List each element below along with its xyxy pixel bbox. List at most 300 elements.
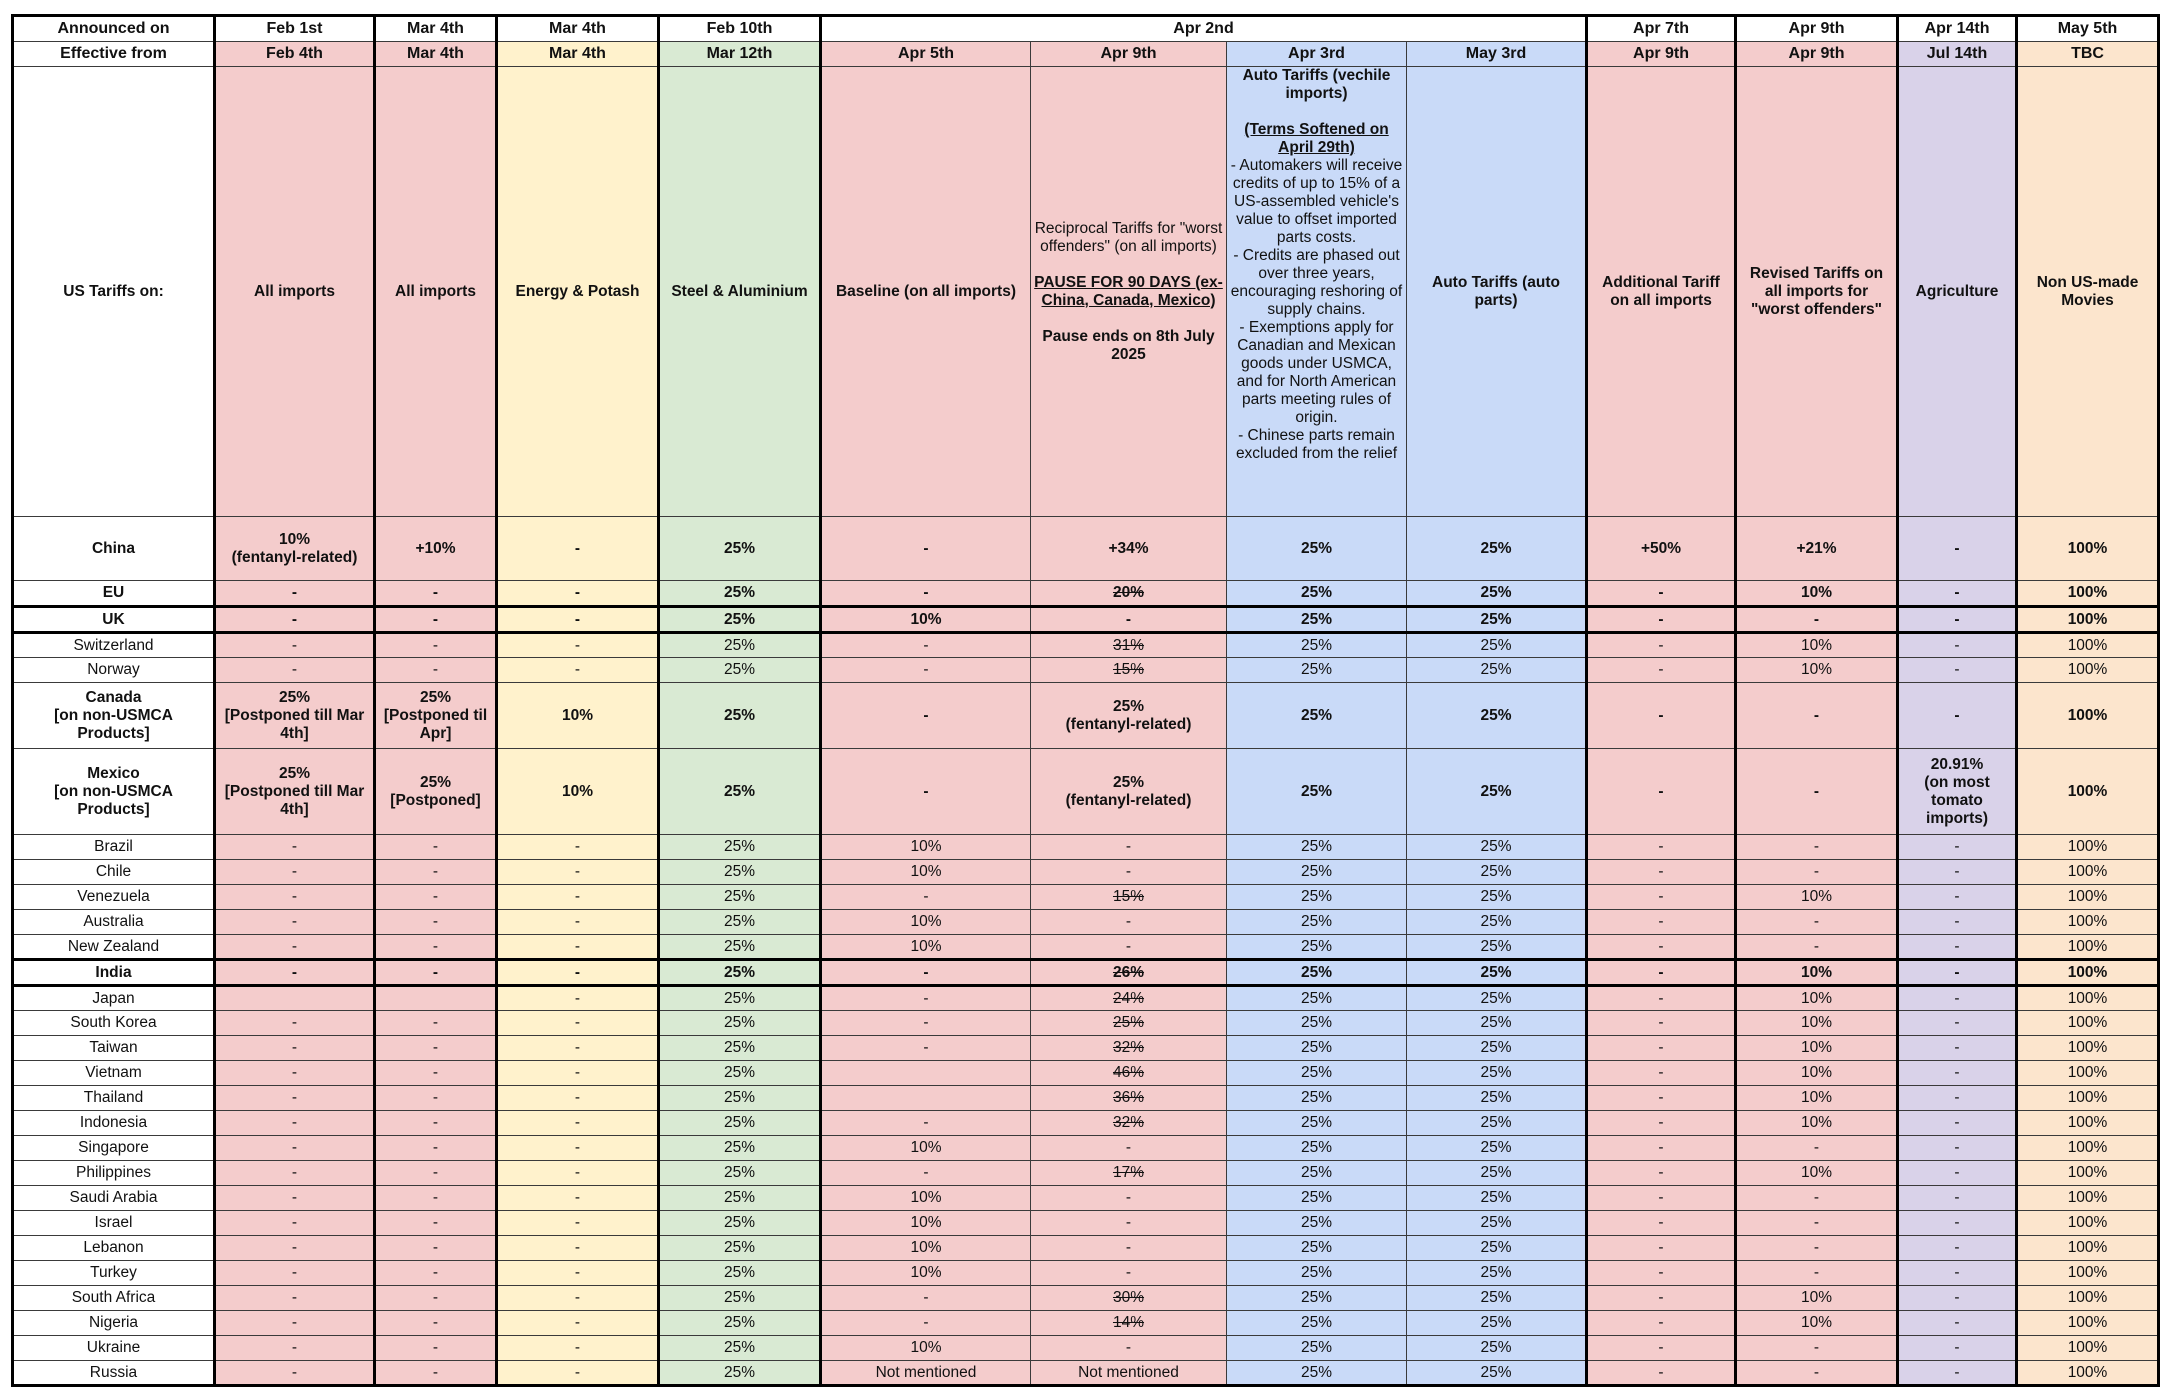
tariff-rate: 100%: [2017, 1161, 2159, 1186]
tariff-rate: 25%: [1227, 658, 1407, 683]
tariff-rate: 10%: [1736, 885, 1898, 910]
tariff-rate: 25%: [1227, 1161, 1407, 1186]
struck-rate: 15%: [1112, 888, 1145, 905]
tariff-rate: 25%: [659, 658, 821, 683]
tariff-rate: -: [375, 860, 497, 885]
tariff-rate: -: [1736, 1361, 1898, 1386]
tariff-rate: -: [497, 658, 659, 683]
tariff-rate: 10%: [497, 683, 659, 749]
tariff-table: [11, 14, 2160, 1387]
tariff-description: Agriculture: [1898, 67, 2017, 517]
tariff-rate: 25%: [1407, 1161, 1587, 1186]
tariff-rate: 25%: [1227, 1111, 1407, 1136]
effective-date: Mar 4th: [375, 42, 497, 67]
tariff-rate: -: [1587, 1286, 1736, 1311]
tariff-description: All imports: [375, 67, 497, 517]
tariff-rate: 25%: [1227, 986, 1407, 1011]
tariff-rate: 25%: [659, 1161, 821, 1186]
tariff-rate: -: [1587, 1011, 1736, 1036]
effective-date: Jul 14th: [1898, 42, 2017, 67]
tariff-rate: 100%: [2017, 1261, 2159, 1286]
reciprocal-intro: Reciprocal Tariffs for "worst offenders" (on all imports): [1034, 219, 1223, 255]
tariff-rate: -: [215, 935, 375, 960]
tariff-rate: -: [821, 1311, 1031, 1336]
tariff-description: [1031, 67, 1227, 517]
tariff-rate: -: [375, 1286, 497, 1311]
tariff-rate: 25%: [1227, 1086, 1407, 1111]
tariff-rate: 25%: [659, 960, 821, 986]
tariff-rate: [1031, 986, 1227, 1011]
tariff-rate: [1031, 1036, 1227, 1061]
tariff-rate: 25%: [1407, 935, 1587, 960]
tariff-rate: 10%: [1736, 960, 1898, 986]
tariff-rate: 25%: [659, 1086, 821, 1111]
announced-date: Mar 4th: [375, 16, 497, 42]
tariff-rate: 25%: [1407, 1211, 1587, 1236]
tariff-rate: -: [821, 1286, 1031, 1311]
tariff-rate: 100%: [2017, 749, 2159, 835]
tariff-rate: 25%: [1407, 1086, 1587, 1111]
tariff-rate: -: [1736, 935, 1898, 960]
tariff-rate: -: [1031, 1236, 1227, 1261]
tariff-rate: [375, 986, 497, 1011]
tariff-rate: 100%: [2017, 960, 2159, 986]
tariff-rate: 25%: [1227, 910, 1407, 935]
country-name: Australia: [13, 910, 215, 935]
tariff-rate: -: [1898, 683, 2017, 749]
tariff-rate: -: [497, 1336, 659, 1361]
tariff-rate: 10%: [821, 1186, 1031, 1211]
tariff-rate: 25%: [1227, 1211, 1407, 1236]
tariff-rate: 25%: [1407, 1361, 1587, 1386]
tariff-rate: -: [497, 1061, 659, 1086]
tariff-rate: 25%: [1227, 885, 1407, 910]
tariff-rate: -: [1898, 860, 2017, 885]
tariff-rate: -: [1587, 1211, 1736, 1236]
tariff-rate: 25%: [1227, 835, 1407, 860]
tariff-rate: 100%: [2017, 517, 2159, 581]
tariff-rate: 25%: [1407, 1036, 1587, 1061]
country-row: [13, 1286, 2159, 1311]
tariff-rate: -: [497, 1211, 659, 1236]
tariff-rate: -: [1898, 1111, 2017, 1136]
tariff-rate: 25%: [1407, 607, 1587, 633]
tariff-rate: 10%: [821, 1236, 1031, 1261]
country-name: Russia: [13, 1361, 215, 1386]
tariff-rate: 25%: [1227, 1336, 1407, 1361]
country-row: [13, 1111, 2159, 1136]
tariff-rate: 25%: [659, 835, 821, 860]
tariff-rate: -: [497, 1286, 659, 1311]
tariff-rate: [1031, 960, 1227, 986]
tariff-rate: 25%: [659, 1186, 821, 1211]
tariff-rate: -: [215, 658, 375, 683]
tariff-rate: 25%: [1407, 835, 1587, 860]
tariff-rate: [1031, 1011, 1227, 1036]
tariff-rate: -: [1587, 1261, 1736, 1286]
tariff-rate: -: [1898, 1036, 2017, 1061]
country-row: [13, 935, 2159, 960]
tariff-rate: 25%: [1227, 1286, 1407, 1311]
tariff-rate: -: [497, 633, 659, 658]
tariff-rate: -: [215, 1361, 375, 1386]
tariff-rate: 25%: [1407, 683, 1587, 749]
tariff-rate: 25%: [1407, 1336, 1587, 1361]
struck-rate: 46%: [1112, 1064, 1145, 1081]
country-row: [13, 607, 2159, 633]
tariff-rate: 25%: [659, 885, 821, 910]
tariff-rate: -: [1736, 1336, 1898, 1361]
tariff-rate: 25%: [1407, 860, 1587, 885]
tariff-rate: 25%: [1227, 1236, 1407, 1261]
auto-terms-softened: (Terms Softened on April 29th): [1244, 121, 1389, 156]
tariff-rate: -: [497, 1036, 659, 1061]
announced-label: Announced on: [13, 16, 215, 42]
tariff-rate: [1031, 1061, 1227, 1086]
tariff-rate: 100%: [2017, 633, 2159, 658]
tariff-rate: -: [215, 1111, 375, 1136]
struck-rate: 14%: [1112, 1314, 1145, 1331]
tariff-rate: -: [1898, 1061, 2017, 1086]
tariff-rate: [1031, 1086, 1227, 1111]
tariff-rate: -: [1587, 749, 1736, 835]
tariff-rate: -: [1898, 607, 2017, 633]
tariff-rate: -: [1031, 1136, 1227, 1161]
tariff-rate: 25%: [659, 1236, 821, 1261]
tariff-rate: -: [1898, 1336, 2017, 1361]
struck-rate: 30%: [1112, 1289, 1145, 1306]
tariff-rate: -: [1898, 1311, 2017, 1336]
tariff-rate: 10%: [1736, 1061, 1898, 1086]
tariff-rate: -: [1587, 1036, 1736, 1061]
tariff-rate: 10%: [821, 1261, 1031, 1286]
tariff-rate: -: [1736, 607, 1898, 633]
country-row: [13, 633, 2159, 658]
tariff-rate: 10% (fentanyl-related): [215, 517, 375, 581]
tariff-rate: 25%: [1227, 960, 1407, 986]
tariff-rate: -: [1898, 633, 2017, 658]
country-row: [13, 683, 2159, 749]
tariff-rate: 10%: [497, 749, 659, 835]
country-name: Venezuela: [13, 885, 215, 910]
tariff-rate: -: [497, 960, 659, 986]
tariff-rate: 25%: [1407, 749, 1587, 835]
country-name: Ukraine: [13, 1336, 215, 1361]
tariff-rate: 25%: [659, 1061, 821, 1086]
tariff-rate: -: [375, 1061, 497, 1086]
tariff-rate: -: [821, 1161, 1031, 1186]
tariff-rate: -: [1898, 1086, 2017, 1111]
country-row: [13, 1361, 2159, 1386]
tariff-rate: 25%: [659, 1311, 821, 1336]
tariff-rate: -: [1898, 885, 2017, 910]
tariff-rate: -: [1587, 1361, 1736, 1386]
tariff-rate: -: [1736, 910, 1898, 935]
tariff-rate: +10%: [375, 517, 497, 581]
tariff-rate: -: [1587, 910, 1736, 935]
tariff-rate: -: [375, 1261, 497, 1286]
tariff-rate: 25%: [1227, 749, 1407, 835]
tariff-rate: -: [1031, 1211, 1227, 1236]
tariff-rate: 25%: [659, 683, 821, 749]
tariff-rate: 10%: [821, 835, 1031, 860]
tariff-rate: -: [497, 1136, 659, 1161]
tariff-rate: 10%: [1736, 1311, 1898, 1336]
country-row: [13, 1011, 2159, 1036]
tariff-rate: 25%: [659, 1036, 821, 1061]
tariff-description: Additional Tariff on all imports: [1587, 67, 1736, 517]
tariff-rate: -: [497, 860, 659, 885]
tariff-rate: -: [1736, 683, 1898, 749]
country-row: [13, 1211, 2159, 1236]
tariff-rate: 10%: [1736, 633, 1898, 658]
tariff-rate: -: [1587, 1161, 1736, 1186]
tariff-rate: 10%: [1736, 1011, 1898, 1036]
tariff-rate: 25%: [659, 1136, 821, 1161]
tariff-rate: 25%: [1407, 1286, 1587, 1311]
tariff-rate: -: [1898, 960, 2017, 986]
tariff-rate: -: [1736, 1136, 1898, 1161]
country-row: [13, 960, 2159, 986]
tariff-rate: 25%: [1407, 960, 1587, 986]
tariff-rate: -: [215, 835, 375, 860]
tariff-rate: 25%: [1227, 1186, 1407, 1211]
country-name: Nigeria: [13, 1311, 215, 1336]
tariff-description: Steel & Aluminium: [659, 67, 821, 517]
tariff-rate: 25%: [1407, 1311, 1587, 1336]
tariff-rate: 25%: [659, 1111, 821, 1136]
tariff-rate: -: [375, 885, 497, 910]
tariff-rate: -: [215, 1086, 375, 1111]
tariff-rate: 25%: [659, 1211, 821, 1236]
tariff-rate: 20.91% (on most tomato imports): [1898, 749, 2017, 835]
effective-label: Effective from: [13, 42, 215, 67]
tariff-rate: -: [1898, 835, 2017, 860]
tariff-rate: 100%: [2017, 1186, 2159, 1211]
tariff-rate: 25%: [1407, 1186, 1587, 1211]
country-row: [13, 581, 2159, 607]
country-name: Singapore: [13, 1136, 215, 1161]
tariff-rate: [1031, 1161, 1227, 1186]
announced-date: Mar 4th: [497, 16, 659, 42]
tariff-rate: 10%: [1736, 658, 1898, 683]
country-name: Saudi Arabia: [13, 1186, 215, 1211]
tariff-rate: 10%: [821, 1336, 1031, 1361]
tariff-rate: 25%: [1407, 910, 1587, 935]
tariff-rate: 100%: [2017, 885, 2159, 910]
effective-date: Apr 9th: [1031, 42, 1227, 67]
tariff-rate: 25%: [659, 1361, 821, 1386]
tariff-rate: -: [375, 1211, 497, 1236]
tariff-rate: [1031, 633, 1227, 658]
tariff-rate: 25%: [659, 1261, 821, 1286]
tariff-rate: -: [1587, 860, 1736, 885]
tariff-rate: -: [375, 1161, 497, 1186]
country-row: [13, 749, 2159, 835]
tariff-rate: -: [821, 633, 1031, 658]
tariff-rate: -: [215, 633, 375, 658]
tariff-rate: -: [375, 1186, 497, 1211]
tariff-rate: -: [1587, 1086, 1736, 1111]
announced-date: May 5th: [2017, 16, 2159, 42]
country-row: [13, 885, 2159, 910]
effective-date: Mar 12th: [659, 42, 821, 67]
tariff-rate: -: [215, 1036, 375, 1061]
effective-date: Apr 3rd: [1227, 42, 1407, 67]
tariff-rate: -: [821, 1036, 1031, 1061]
tariff-rate: -: [215, 1261, 375, 1286]
country-name: Turkey: [13, 1261, 215, 1286]
tariff-rate: 25%: [1407, 1236, 1587, 1261]
tariff-rate: 10%: [821, 1211, 1031, 1236]
tariff-rate: 100%: [2017, 1336, 2159, 1361]
effective-date: Apr 5th: [821, 42, 1031, 67]
tariff-rate: -: [497, 1311, 659, 1336]
tariff-rate: -: [1898, 1161, 2017, 1186]
tariff-rate: -: [375, 633, 497, 658]
country-name: Philippines: [13, 1161, 215, 1186]
tariff-rate: 100%: [2017, 1111, 2159, 1136]
tariff-rate: -: [1031, 607, 1227, 633]
country-row: [13, 1311, 2159, 1336]
tariff-rate: -: [497, 1236, 659, 1261]
tariff-rate: -: [375, 1111, 497, 1136]
country-name: Japan: [13, 986, 215, 1011]
tariff-rate: -: [1736, 749, 1898, 835]
effective-date: Feb 4th: [215, 42, 375, 67]
announced-date: Apr 7th: [1587, 16, 1736, 42]
struck-rate: 32%: [1112, 1114, 1145, 1131]
tariff-rate: [1031, 1311, 1227, 1336]
tariff-rate: -: [1898, 658, 2017, 683]
country-name: Canada [on non-USMCA Products]: [13, 683, 215, 749]
tariff-rate: -: [497, 935, 659, 960]
tariff-rate: -: [375, 581, 497, 607]
tariff-rate: -: [1736, 860, 1898, 885]
tariff-rate: 25% [Postponed till Mar 4th]: [215, 683, 375, 749]
tariff-rate: -: [215, 960, 375, 986]
country-row: [13, 1336, 2159, 1361]
us-tariffs-label: US Tariffs on:: [13, 67, 215, 517]
country-row: [13, 517, 2159, 581]
country-row: [13, 1086, 2159, 1111]
tariff-rate: 100%: [2017, 1036, 2159, 1061]
tariff-rate: 25%: [1227, 935, 1407, 960]
tariff-rate: -: [821, 749, 1031, 835]
tariff-rate: 100%: [2017, 607, 2159, 633]
tariff-rate: 100%: [2017, 1236, 2159, 1261]
tariff-description: Baseline (on all imports): [821, 67, 1031, 517]
struck-rate: 36%: [1112, 1089, 1145, 1106]
country-name: Chile: [13, 860, 215, 885]
tariff-rate: -: [375, 1011, 497, 1036]
tariff-rate: -: [497, 1011, 659, 1036]
country-name: South Africa: [13, 1286, 215, 1311]
tariff-rate: -: [1587, 581, 1736, 607]
tariff-rate: -: [1587, 658, 1736, 683]
tariff-rate: -: [215, 1136, 375, 1161]
tariff-rate: -: [1898, 1261, 2017, 1286]
tariff-rate: -: [215, 1336, 375, 1361]
tariff-rate: 25%: [1227, 633, 1407, 658]
tariff-rate: 25%: [659, 910, 821, 935]
tariff-rate: -: [821, 581, 1031, 607]
auto-vehicle-title: Auto Tariffs (vechile imports): [1242, 67, 1391, 102]
tariff-rate: [1031, 581, 1227, 607]
tariff-rate: [1031, 885, 1227, 910]
tariff-rate: -: [497, 835, 659, 860]
tariff-rate: -: [1587, 885, 1736, 910]
tariff-rate: -: [1031, 910, 1227, 935]
tariff-rate: 25%: [1407, 986, 1587, 1011]
tariff-rate: -: [497, 517, 659, 581]
tariff-rate: -: [375, 1311, 497, 1336]
tariff-rate: 100%: [2017, 1361, 2159, 1386]
tariff-rate: -: [1587, 1061, 1736, 1086]
tariff-rate: -: [375, 1036, 497, 1061]
tariff-rate: -: [375, 910, 497, 935]
country-name: UK: [13, 607, 215, 633]
country-name: New Zealand: [13, 935, 215, 960]
tariff-rate: -: [1736, 1236, 1898, 1261]
tariff-rate: -: [1898, 517, 2017, 581]
tariff-rate: 25%: [659, 1011, 821, 1036]
tariff-rate: 25%: [659, 607, 821, 633]
tariff-rate: 10%: [1736, 1111, 1898, 1136]
tariff-rate: 100%: [2017, 683, 2159, 749]
tariff-rate: 25% (fentanyl-related): [1031, 749, 1227, 835]
tariff-rate: -: [1587, 683, 1736, 749]
tariff-rate: [821, 1061, 1031, 1086]
tariff-rate: [1031, 1286, 1227, 1311]
effective-date: May 3rd: [1407, 42, 1587, 67]
struck-rate: 32%: [1112, 1039, 1145, 1056]
tariff-rate: 10%: [1736, 1286, 1898, 1311]
tariff-rate: -: [375, 1336, 497, 1361]
reciprocal-pause-end: Pause ends on 8th July 2025: [1042, 327, 1215, 363]
tariff-rate: 25%: [1227, 1061, 1407, 1086]
country-name: Mexico [on non-USMCA Products]: [13, 749, 215, 835]
country-row: [13, 1186, 2159, 1211]
tariff-rate: -: [1898, 1136, 2017, 1161]
tariff-rate: -: [375, 1136, 497, 1161]
tariff-rate: -: [215, 885, 375, 910]
tariff-rate: -: [497, 1361, 659, 1386]
tariff-rate: 25%: [1407, 885, 1587, 910]
country-row: [13, 1061, 2159, 1086]
tariff-rate: 10%: [1736, 1161, 1898, 1186]
tariff-rate: 25%: [1407, 1111, 1587, 1136]
announced-date: Feb 1st: [215, 16, 375, 42]
tariff-rate: -: [821, 960, 1031, 986]
tariff-rate: -: [375, 835, 497, 860]
country-name: Norway: [13, 658, 215, 683]
country-name: South Korea: [13, 1011, 215, 1036]
tariff-rate: -: [1736, 1186, 1898, 1211]
tariff-rate: -: [1587, 633, 1736, 658]
tariff-rate: -: [497, 607, 659, 633]
tariff-rate: -: [1587, 1336, 1736, 1361]
tariff-description: Revised Tariffs on all imports for "worst offenders": [1736, 67, 1898, 517]
tariff-rate: -: [1736, 1261, 1898, 1286]
tariff-rate: 25%: [1227, 860, 1407, 885]
tariff-rate: -: [1898, 1011, 2017, 1036]
tariff-description: Auto Tariffs (auto parts): [1407, 67, 1587, 517]
country-row: [13, 986, 2159, 1011]
tariff-rate: 100%: [2017, 1061, 2159, 1086]
country-row: [13, 860, 2159, 885]
tariff-rate: -: [1898, 935, 2017, 960]
